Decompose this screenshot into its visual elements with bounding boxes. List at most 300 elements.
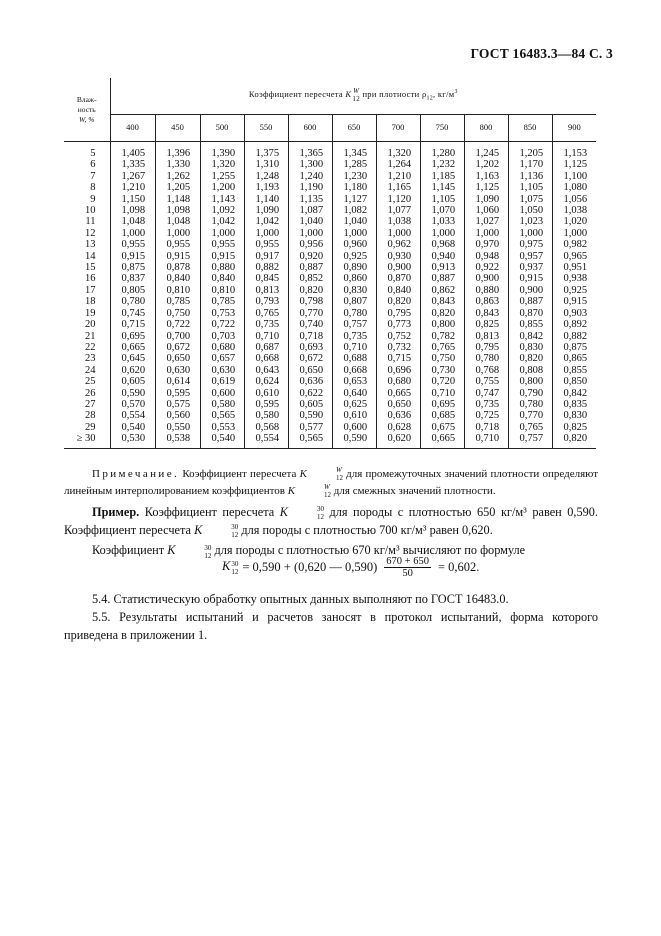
coefficient-cell: 0,636: [376, 410, 420, 421]
density-header-cell: 650: [332, 115, 376, 142]
coefficient-cell: 0,580: [200, 399, 244, 410]
coefficient-cell: 0,605: [110, 376, 155, 387]
coefficient-cell: 0,900: [508, 285, 552, 296]
coefficient-cell: 0,840: [376, 285, 420, 296]
coefficient-cell: 0,577: [288, 422, 332, 433]
coefficient-cell: 1,023: [508, 216, 552, 227]
coefficient-cell: 0,842: [508, 331, 552, 342]
coefficient-cell: 1,365: [288, 142, 332, 160]
coefficient-cell: 0,693: [288, 342, 332, 353]
moisture-cell: 16: [64, 273, 110, 284]
moisture-cell: 28: [64, 410, 110, 421]
coefficient-cell: 0,610: [332, 410, 376, 421]
coefficient-cell: 0,672: [288, 353, 332, 364]
coefficient-cell: 1,136: [508, 171, 552, 182]
coefficient-cell: 0,845: [244, 273, 288, 284]
coefficient-cell: 1,090: [464, 194, 508, 205]
coefficient-cell: 0,710: [244, 331, 288, 342]
moisture-cell: 22: [64, 342, 110, 353]
coefficient-cell: 0,955: [155, 239, 200, 250]
coefficient-cell: 0,852: [288, 273, 332, 284]
coefficient-cell: 0,665: [420, 433, 464, 448]
coefficient-cell: 0,860: [332, 273, 376, 284]
moisture-cell: ≥ 30: [64, 433, 110, 448]
coefficient-cell: 1,264: [376, 159, 420, 170]
table-row: [64, 422, 596, 433]
moisture-cell: 8: [64, 182, 110, 193]
coefficient-cell: 1,310: [244, 159, 288, 170]
coefficient-cell: 0,590: [110, 388, 155, 399]
coefficient-cell: 0,718: [464, 422, 508, 433]
coefficient-cell: 0,915: [508, 273, 552, 284]
moisture-cell: 25: [64, 376, 110, 387]
coefficient-cell: 1,098: [155, 205, 200, 216]
coefficient-cell: 0,900: [464, 273, 508, 284]
coefficient-cell: 0,554: [110, 410, 155, 421]
coefficient-cell: 1,000: [332, 228, 376, 239]
table-row: [64, 365, 596, 376]
coefficient-cell: 1,040: [288, 216, 332, 227]
coefficient-cell: 0,600: [332, 422, 376, 433]
coefficient-cell: 1,148: [155, 194, 200, 205]
coefficient-cell: 1,038: [376, 216, 420, 227]
table-row: [64, 433, 596, 448]
coefficient-cell: 0,755: [464, 376, 508, 387]
table-row: [64, 262, 596, 273]
coefficient-cell: 1,405: [110, 142, 155, 160]
coefficient-cell: 0,624: [244, 376, 288, 387]
coefficient-cell: 0,875: [563, 341, 588, 353]
coefficient-cell: 1,090: [244, 205, 288, 216]
coefficient-cell: 0,887: [420, 273, 464, 284]
coefficient-cell: 0,870: [508, 308, 552, 319]
coefficient-cell: 0,780: [508, 399, 552, 410]
table-row: [64, 308, 596, 319]
moisture-cell: 11: [64, 216, 110, 227]
table-row: [64, 296, 596, 307]
table-row: [64, 331, 596, 342]
density-header-row: [64, 115, 596, 142]
coefficient-cell: 1,105: [508, 182, 552, 193]
coefficient-cell: 0,595: [155, 388, 200, 399]
coefficient-cell: 0,745: [110, 308, 155, 319]
coefficient-cell: 0,568: [244, 422, 288, 433]
coefficient-cell: 0,653: [332, 376, 376, 387]
coefficient-cell: 0,722: [155, 319, 200, 330]
coefficient-cell: 0,630: [155, 365, 200, 376]
density-header-cell: 700: [376, 115, 420, 142]
coefficient-cell: 1,020: [563, 216, 588, 228]
coefficient-cell: 0,807: [332, 296, 376, 307]
coefficient-cell: 0,752: [376, 331, 420, 342]
table-note: Примечание. Коэффициент пересчета K W 12 для промежуточных значений плотности определяют линейным интерполированием коэффициентов K W 12 для смежных значений плотности.: [64, 466, 599, 500]
moisture-cell: 18: [64, 296, 110, 307]
coefficient-cell: 0,696: [376, 365, 420, 376]
coefficient-cell: 1,330: [155, 159, 200, 170]
coefficient-cell: 0,695: [420, 399, 464, 410]
coefficient-cell: 0,937: [508, 262, 552, 273]
coefficient-cell: 1,153: [563, 148, 588, 159]
coefficient-cell: 0,780: [110, 296, 155, 307]
coefficient-cell: 1,075: [508, 194, 552, 205]
formula-fraction: $\frac{670 + 650}{50}$: [386, 556, 429, 579]
coefficient-cell: 1,033: [420, 216, 464, 227]
formula: K 30 12 = 0,590 + (0,620 — 0,590) $\frac{670 + 650}{50}$ = 0,602.: [222, 556, 480, 579]
coefficient-cell: 0,925: [563, 284, 588, 296]
coefficient-cell: 0,747: [464, 388, 508, 399]
coefficient-cell: 0,903: [563, 307, 588, 319]
coefficient-cell: 0,540: [200, 433, 244, 448]
coefficient-cell: 0,657: [200, 353, 244, 364]
coefficient-cell: 0,750: [155, 308, 200, 319]
coefficient-cell: 0,650: [288, 365, 332, 376]
coefficient-cell: 0,915: [200, 251, 244, 262]
coefficient-cell: 1,390: [200, 142, 244, 160]
coefficient-cell: 1,280: [420, 142, 464, 160]
coefficient-cell: 0,540: [110, 422, 155, 433]
table-row: [64, 319, 596, 330]
table-row: [64, 353, 596, 364]
coefficient-cell: 0,882: [244, 262, 288, 273]
table-row: [64, 205, 596, 216]
coefficient-cell: 1,240: [288, 171, 332, 182]
table-row: [64, 194, 596, 205]
coefficient-cell: 0,715: [376, 353, 420, 364]
table-row: [64, 171, 596, 182]
coefficient-cell: 1,190: [288, 182, 332, 193]
coefficient-cell: 0,650: [155, 353, 200, 364]
coefficient-cell: 0,753: [200, 308, 244, 319]
coefficient-cell: 1,100: [563, 170, 588, 182]
coefficient-cell: 0,820: [376, 296, 420, 307]
moisture-cell: 13: [64, 239, 110, 250]
table-row: [64, 216, 596, 227]
coefficient-cell: 1,205: [508, 142, 552, 160]
coefficient-cell: 0,785: [200, 296, 244, 307]
table-row: [64, 142, 596, 160]
coefficient-cell: 1,000: [155, 228, 200, 239]
coefficient-cell: 1,048: [110, 216, 155, 227]
coefficient-cell: 0,975: [508, 239, 552, 250]
coefficient-cell: 0,560: [155, 410, 200, 421]
coefficient-cell: 0,813: [464, 331, 508, 342]
coefficient-cell: 1,163: [464, 171, 508, 182]
coefficient-cell: 0,882: [563, 330, 588, 342]
coefficient-cell: 0,780: [332, 308, 376, 319]
coefficient-cell: 0,913: [420, 262, 464, 273]
coefficient-cell: 0,855: [563, 364, 588, 376]
coefficient-cell: 0,808: [508, 365, 552, 376]
coefficient-cell: 0,770: [508, 410, 552, 421]
coefficient-cell: 0,715: [110, 319, 155, 330]
coefficient-cell: 0,565: [288, 433, 332, 448]
coefficient-cell: 0,840: [200, 273, 244, 284]
coefficient-cell: 0,685: [420, 410, 464, 421]
coefficient-cell: 1,185: [420, 171, 464, 182]
coefficient-cell: 0,863: [464, 296, 508, 307]
coefficient-cell: 0,570: [110, 399, 155, 410]
density-header-cell: 450: [155, 115, 200, 142]
coefficient-cell: 1,232: [420, 159, 464, 170]
coefficient-cell: 0,840: [155, 273, 200, 284]
coefficient-cell: 0,962: [376, 239, 420, 250]
coefficient-cell: 0,750: [420, 353, 464, 364]
coefficient-cell: 0,970: [464, 239, 508, 250]
coefficient-cell: 0,757: [508, 433, 552, 448]
coefficient-cell: 1,300: [288, 159, 332, 170]
coefficient-cell: 0,805: [110, 285, 155, 296]
coefficient-cell: 0,922: [464, 262, 508, 273]
coefficient-cell: 0,948: [464, 251, 508, 262]
table-row: [64, 273, 596, 284]
coefficient-cell: 0,790: [508, 388, 552, 399]
coefficient-cell: 1,038: [563, 205, 588, 217]
coefficient-cell: 0,878: [155, 262, 200, 273]
table-row: [64, 399, 596, 410]
coefficient-cell: 0,773: [376, 319, 420, 330]
coefficient-cell: 1,048: [155, 216, 200, 227]
coefficient-cell: 0,610: [244, 388, 288, 399]
coefficient-cell: 0,915: [563, 296, 588, 308]
coefficient-cell: 1,060: [464, 205, 508, 216]
coefficient-cell: 1,285: [332, 159, 376, 170]
coefficient-cell: 0,855: [508, 319, 552, 330]
coefficient-cell: 0,695: [110, 331, 155, 342]
coefficient-cell: 1,000: [244, 228, 288, 239]
moisture-cell: 27: [64, 399, 110, 410]
coefficient-cell: 0,600: [200, 388, 244, 399]
coefficient-cell: 0,614: [155, 376, 200, 387]
coefficient-cell: 0,703: [200, 331, 244, 342]
coefficient-cell: 0,837: [110, 273, 155, 284]
coefficient-cell: 1,180: [332, 182, 376, 193]
moisture-cell: 5: [64, 142, 110, 160]
coefficient-cell: 0,875: [110, 262, 155, 273]
coefficient-cell: 0,720: [420, 376, 464, 387]
density-header-cell: 550: [244, 115, 288, 142]
coefficient-cell: 0,550: [155, 422, 200, 433]
coefficient-cell: 0,590: [332, 433, 376, 448]
coefficient-cell: 1,040: [332, 216, 376, 227]
coefficient-cell: 0,793: [244, 296, 288, 307]
coefficient-cell: 1,320: [376, 142, 420, 160]
coefficient-cell: 0,553: [200, 422, 244, 433]
coefficient-cell: 1,077: [376, 205, 420, 216]
moisture-cell: 24: [64, 365, 110, 376]
coefficient-cell: 0,765: [244, 308, 288, 319]
coefficient-cell: 1,000: [508, 228, 552, 239]
coefficient-cell: 0,957: [508, 251, 552, 262]
coefficient-cell: 1,255: [200, 171, 244, 182]
coefficient-cell: 0,900: [376, 262, 420, 273]
coefficient-cell: 0,735: [244, 319, 288, 330]
coefficient-cell: 0,813: [244, 285, 288, 296]
coefficient-cell: 0,982: [563, 239, 588, 251]
moisture-cell: 19: [64, 308, 110, 319]
coefficient-cell: 1,267: [110, 171, 155, 182]
coefficient-cell: 0,665: [376, 388, 420, 399]
coefficient-cell: 1,092: [200, 205, 244, 216]
coefficient-cell: 0,955: [110, 239, 155, 250]
coefficient-cell: 0,643: [244, 365, 288, 376]
coefficient-cell: 1,165: [376, 182, 420, 193]
coefficient-cell: 0,595: [244, 399, 288, 410]
coefficient-cell: 0,830: [508, 342, 552, 353]
coefficient-cell: 1,145: [420, 182, 464, 193]
coefficient-cell: 0,538: [155, 433, 200, 448]
coefficient-cell: 1,375: [244, 142, 288, 160]
coefficient-cell: 0,917: [244, 251, 288, 262]
coefficient-cell: 1,087: [288, 205, 332, 216]
coefficient-cell: 1,262: [155, 171, 200, 182]
coefficient-cell: 1,000: [420, 228, 464, 239]
coefficient-cell: 0,770: [288, 308, 332, 319]
coefficient-cell: 0,768: [464, 365, 508, 376]
coefficient-cell: 0,672: [155, 342, 200, 353]
coefficient-cell: 0,843: [464, 308, 508, 319]
coefficient-cell: 1,210: [376, 171, 420, 182]
moisture-cell: 20: [64, 319, 110, 330]
coefficient-cell: 1,050: [508, 205, 552, 216]
coefficient-cell: 0,740: [288, 319, 332, 330]
coefficient-cell: 1,070: [420, 205, 464, 216]
coefficient-cell: 1,125: [563, 159, 588, 171]
density-header-cell: 750: [420, 115, 464, 142]
table-row: [64, 376, 596, 387]
coefficient-cell: 0,640: [332, 388, 376, 399]
coefficient-cell: 0,565: [200, 410, 244, 421]
coefficient-table: [64, 78, 596, 449]
coefficient-cell: 0,722: [200, 319, 244, 330]
coefficient-cell: 1,335: [110, 159, 155, 170]
table-row: [64, 342, 596, 353]
coefficient-cell: 0,830: [563, 410, 588, 422]
moisture-column-header: Влаж- ность W, %: [64, 78, 110, 142]
coefficient-cell: 0,880: [200, 262, 244, 273]
coefficient-cell: 0,687: [244, 342, 288, 353]
density-header-cell: 800: [464, 115, 508, 142]
coefficient-cell: 0,630: [200, 365, 244, 376]
coefficient-cell: 0,968: [420, 239, 464, 250]
coefficient-cell: 1,200: [200, 182, 244, 193]
coefficient-cell: 1,027: [464, 216, 508, 227]
coefficient-cell: 0,965: [563, 250, 588, 262]
coefficient-cell: 0,920: [288, 251, 332, 262]
moisture-cell: 12: [64, 228, 110, 239]
coefficient-cell: 1,345: [332, 142, 376, 160]
coefficient-cell: 1,000: [563, 227, 588, 239]
coefficient-cell: 0,940: [420, 251, 464, 262]
coefficient-cell: 0,955: [200, 239, 244, 250]
coefficient-cell: 1,105: [420, 194, 464, 205]
coefficient-cell: 0,554: [244, 433, 288, 448]
coefficient-cell: 0,688: [332, 353, 376, 364]
coefficient-cell: 0,955: [244, 239, 288, 250]
moisture-cell: 29: [64, 422, 110, 433]
coefficient-cell: 0,620: [110, 365, 155, 376]
density-header-cell: 400: [110, 115, 155, 142]
coefficient-cell: 0,956: [288, 239, 332, 250]
coefficient-cell: 0,820: [508, 353, 552, 364]
coefficient-cell: 0,951: [563, 262, 588, 274]
table-row: [64, 182, 596, 193]
coefficient-cell: 0,843: [420, 296, 464, 307]
coefficient-cell: 0,765: [420, 342, 464, 353]
moisture-cell: 26: [64, 388, 110, 399]
coefficient-cell: 1,205: [155, 182, 200, 193]
table-body: [64, 142, 596, 449]
coefficient-cell: 0,798: [288, 296, 332, 307]
coefficient-cell: 0,668: [244, 353, 288, 364]
coefficient-cell: 0,765: [508, 422, 552, 433]
coefficient-cell: 1,000: [288, 228, 332, 239]
table-row: [64, 410, 596, 421]
coefficient-cell: 0,938: [563, 273, 588, 285]
coefficient-cell: 0,830: [332, 285, 376, 296]
coefficient-cell: 1,143: [200, 194, 244, 205]
moisture-cell: 10: [64, 205, 110, 216]
table-row: [64, 285, 596, 296]
coefficient-cell: 0,800: [420, 319, 464, 330]
coefficient-cell: 1,248: [244, 171, 288, 182]
coefficient-cell: 1,202: [464, 159, 508, 170]
coefficient-cell: 0,870: [376, 273, 420, 284]
coefficient-cell: 0,619: [200, 376, 244, 387]
density-header-cell: 500: [200, 115, 244, 142]
coefficient-cell: 0,725: [464, 410, 508, 421]
coefficient-cell: 1,082: [332, 205, 376, 216]
coefficient-cell: 0,862: [420, 285, 464, 296]
table-row: [64, 228, 596, 239]
coefficient-cell: 0,820: [420, 308, 464, 319]
table-row: [64, 388, 596, 399]
density-header-cell: 900: [552, 115, 596, 142]
coefficient-cell: 1,125: [464, 182, 508, 193]
coefficient-cell: 0,730: [420, 365, 464, 376]
coefficient-cell: 1,193: [244, 182, 288, 193]
sections: [64, 590, 598, 644]
density-header-cell: 600: [288, 115, 332, 142]
moisture-cell: 23: [64, 353, 110, 364]
coefficient-cell: 0,675: [420, 422, 464, 433]
coefficient-cell: 1,000: [464, 228, 508, 239]
coefficient-cell: 0,718: [288, 331, 332, 342]
coefficient-cell: 0,850: [563, 376, 588, 388]
table-row: [64, 251, 596, 262]
coefficient-cell: 0,795: [376, 308, 420, 319]
coefficient-cell: 1,098: [110, 205, 155, 216]
coefficient-cell: 1,320: [200, 159, 244, 170]
coefficient-cell: 1,170: [508, 159, 552, 170]
coefficient-cell: 0,645: [110, 353, 155, 364]
moisture-cell: 7: [64, 171, 110, 182]
coefficient-cell: 0,887: [508, 296, 552, 307]
coefficient-cell: 0,732: [376, 342, 420, 353]
coefficient-cell: 0,892: [563, 319, 588, 331]
table-row: [64, 239, 596, 250]
coefficient-cell: 0,622: [288, 388, 332, 399]
coefficient-cell: 1,042: [200, 216, 244, 227]
coefficient-cell: 0,865: [563, 353, 588, 365]
coefficient-cell: 0,887: [288, 262, 332, 273]
coefficient-cell: 0,820: [552, 433, 596, 448]
coefficient-cell: 0,880: [464, 285, 508, 296]
coefficient-cell: 0,605: [288, 399, 332, 410]
coefficient-cell: 0,680: [376, 376, 420, 387]
table-row: [64, 159, 596, 170]
coefficient-cell: 0,665: [110, 342, 155, 353]
section-5-4: 5.4. Статистическую обработку опытных данных выполняют по ГОСТ 16483.0.: [92, 592, 509, 606]
